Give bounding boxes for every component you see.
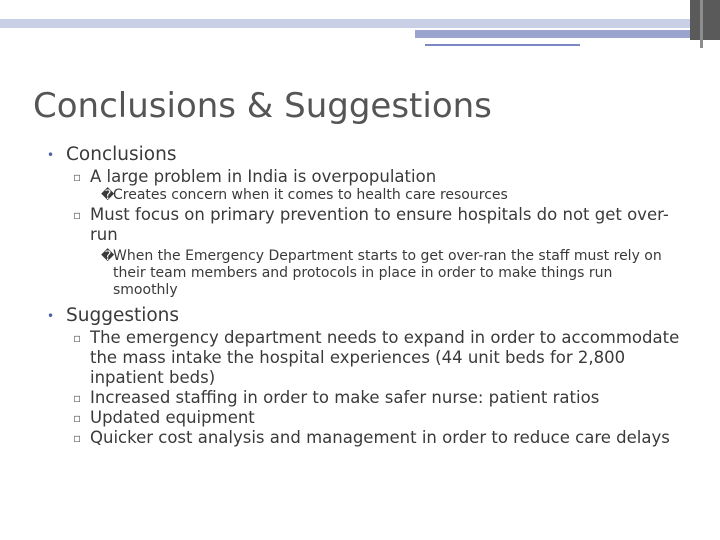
bullet-text: Must focus on primary prevention to ensure hospitals do not get over-run <box>90 205 669 244</box>
header-bar-light <box>0 19 720 28</box>
bullet-item <box>30 205 680 245</box>
bullet-text: A large problem in India is overpopulation <box>90 167 437 186</box>
square-bullet-icon: ▫ <box>73 331 82 345</box>
bullet-icon: • <box>47 309 55 323</box>
square-bullet-icon: ▫ <box>73 431 82 445</box>
section-heading-label: Suggestions <box>66 305 180 326</box>
square-bullet-icon: ▫ <box>73 208 82 222</box>
bullet-item <box>30 428 680 448</box>
section-heading-suggestions <box>30 305 680 327</box>
square-bullet-icon: ▫ <box>73 411 82 425</box>
sub-bullet-text: When the Emergency Department starts to get over-ran the staff must rely on their team members and protocols in place in order to make things run smoothly <box>113 248 662 298</box>
sub-bullet-item <box>30 187 680 204</box>
missing-glyph-bullet-icon: � <box>101 249 115 264</box>
bullet-text: Increased staffing in order to make safer nurse: patient ratios <box>90 388 600 407</box>
header-corner-dark <box>690 0 720 40</box>
bullet-item <box>30 388 680 408</box>
header-bar-accent <box>415 30 720 38</box>
bullet-text: Updated equipment <box>90 408 255 427</box>
square-bullet-icon: ▫ <box>73 391 82 405</box>
missing-glyph-bullet-icon: � <box>101 188 115 203</box>
header-bar-thin <box>425 44 580 46</box>
bullet-item <box>30 328 680 388</box>
bullet-text: The emergency department needs to expand in order to accommodate the mass intake the hospital experiences (44 unit beds for 2,800 inpatient beds) <box>90 328 680 387</box>
bullet-icon: • <box>47 148 55 162</box>
bullet-text: Quicker cost analysis and management in order to reduce care delays <box>90 428 670 447</box>
sub-bullet-item <box>30 248 680 299</box>
section-heading-label: Conclusions <box>66 144 177 165</box>
bullet-item <box>30 167 680 187</box>
slide-title: Conclusions & Suggestions <box>33 86 492 126</box>
slide-body <box>30 142 680 448</box>
section-heading-conclusions <box>30 144 680 166</box>
sub-bullet-text: Creates concern when it comes to health care resources <box>113 187 508 203</box>
square-bullet-icon: ▫ <box>73 170 82 184</box>
header-corner-line <box>700 0 703 48</box>
bullet-item <box>30 408 680 428</box>
